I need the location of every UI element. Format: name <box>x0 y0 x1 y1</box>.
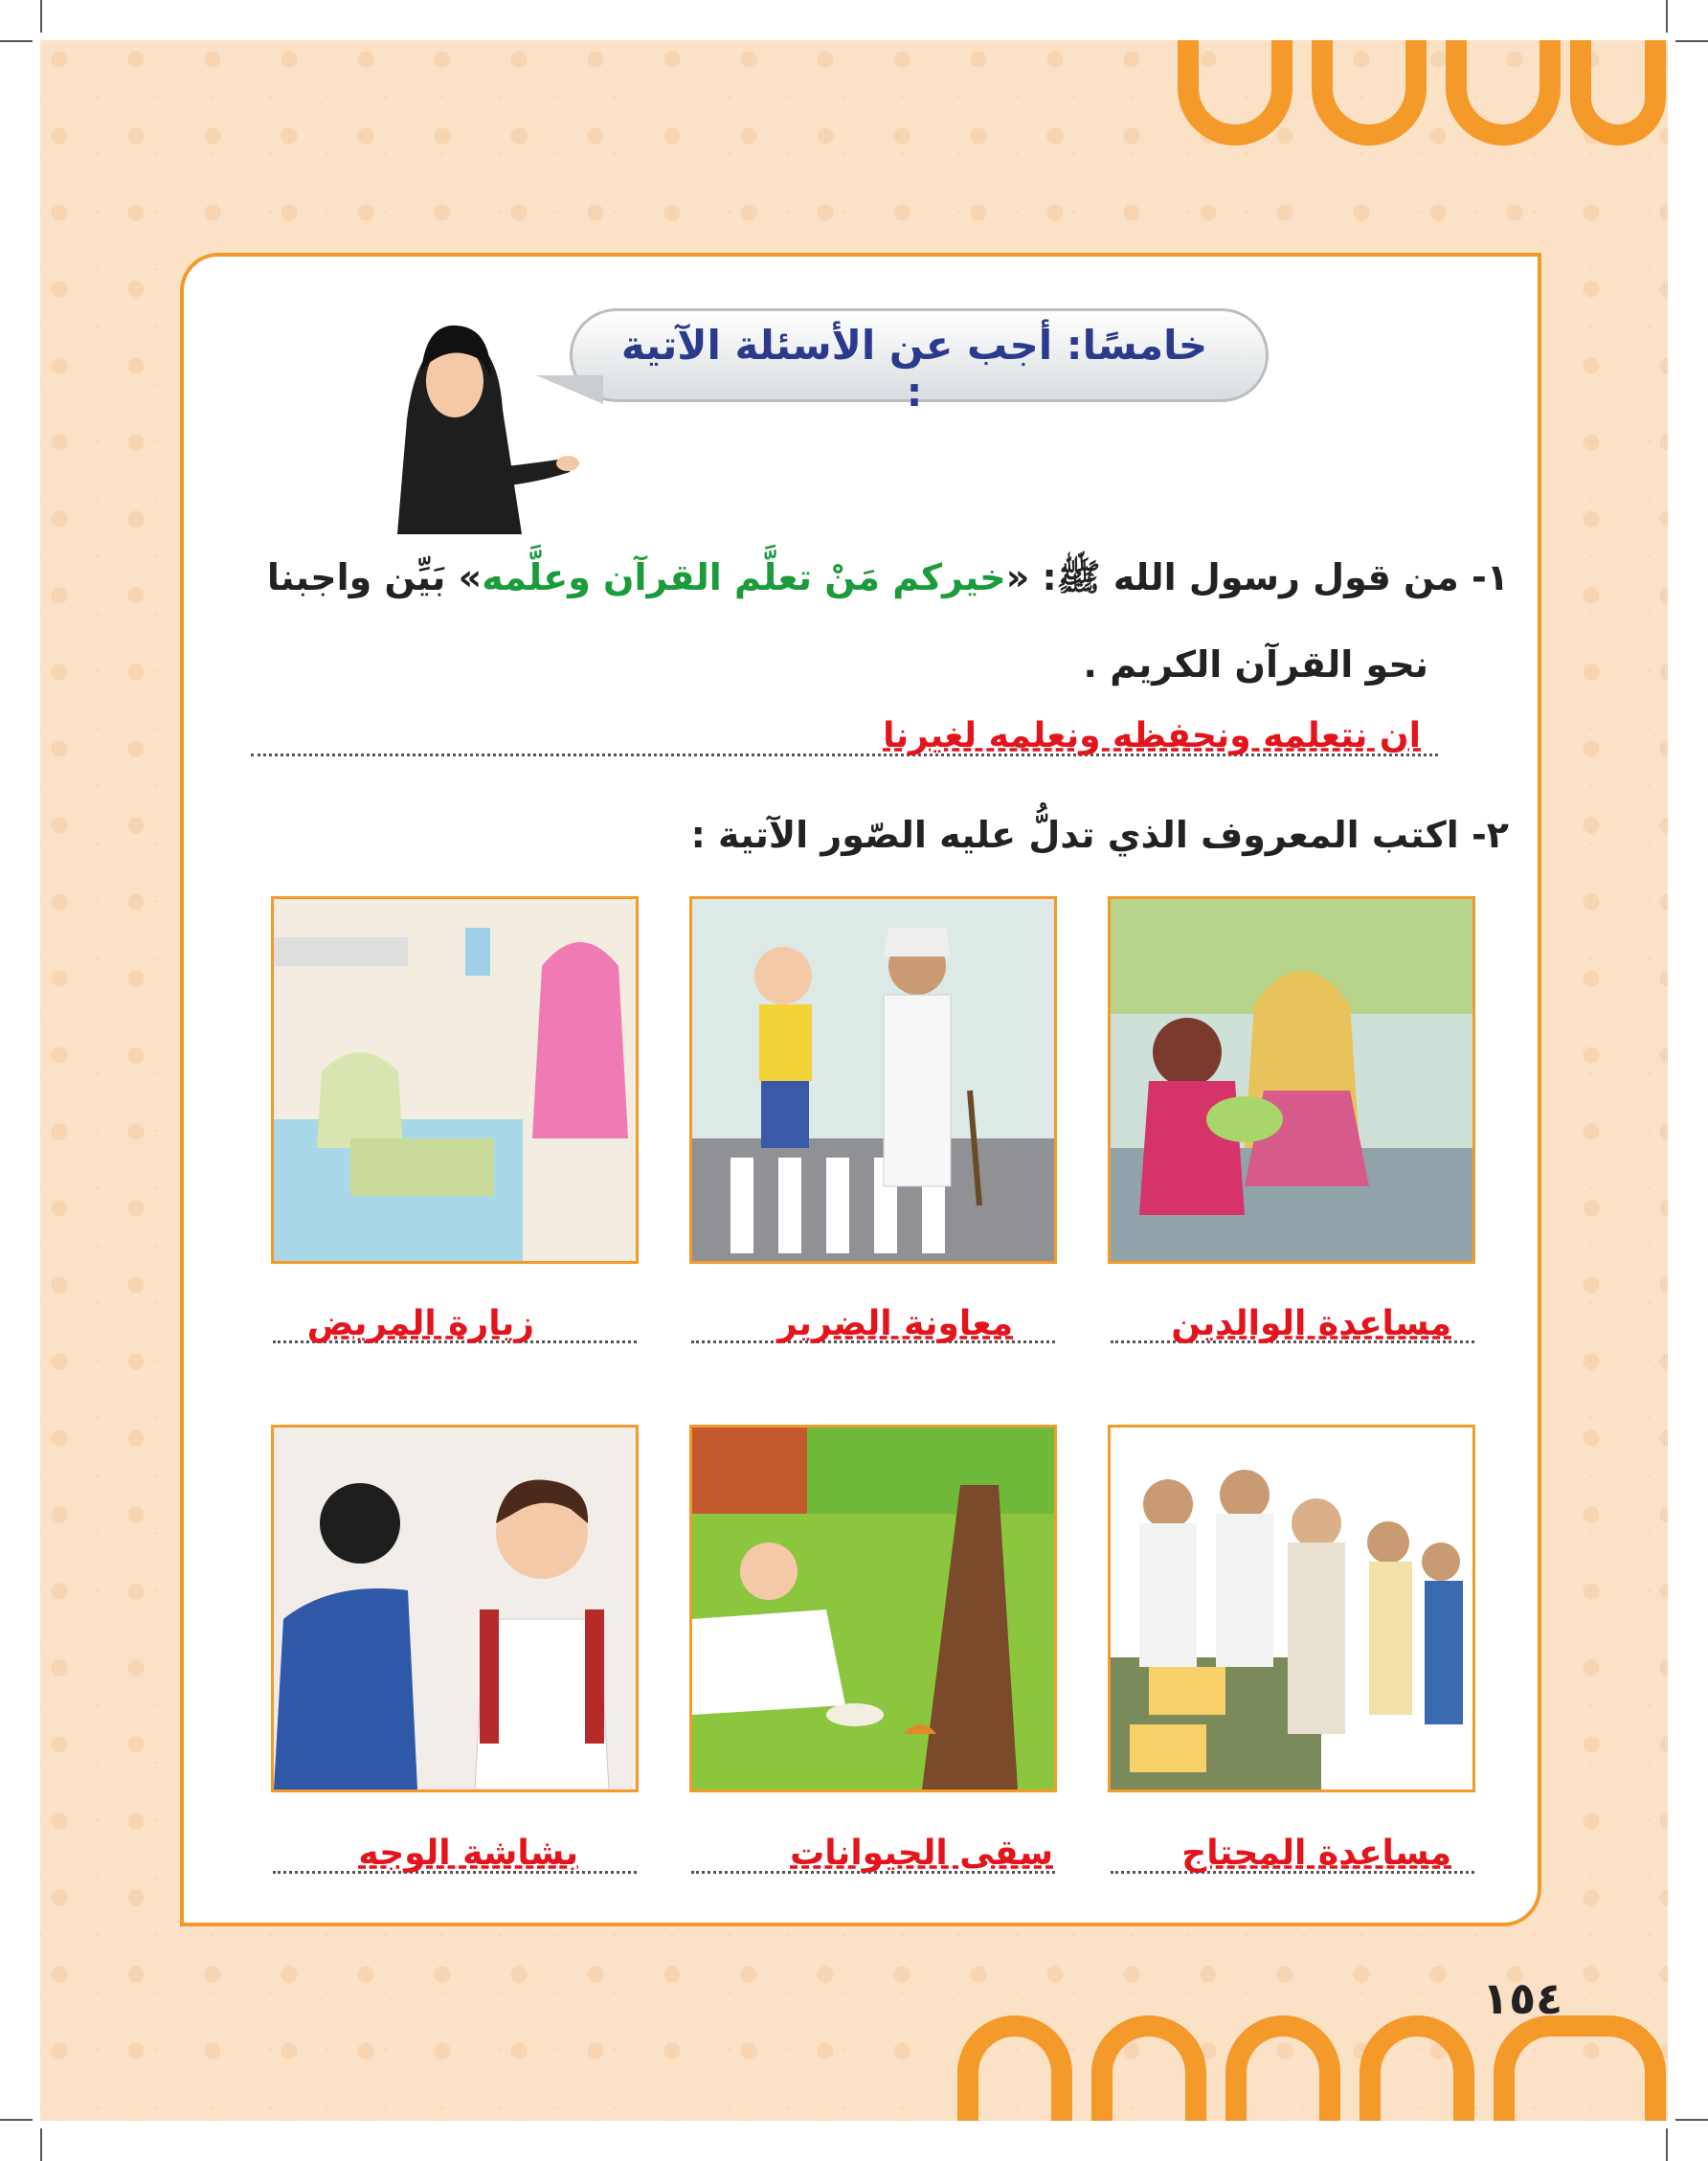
question-1-suffix: » بَيِّن واجبنا <box>266 556 483 598</box>
photo-helping-blind <box>689 896 1057 1264</box>
answer-row1-left: زيارة المريض <box>306 1304 534 1343</box>
decorative-arch <box>1494 2015 1666 2121</box>
crop-mark <box>1666 2128 1668 2161</box>
question-2-number: ٢- <box>1472 814 1509 856</box>
crop-mark <box>1666 0 1668 33</box>
photo-watering-animals <box>689 1425 1057 1792</box>
question-1-number: ١- <box>1472 556 1509 598</box>
decorative-arch <box>1360 2015 1474 2121</box>
page-number: ١٥٤ <box>1482 1972 1563 2024</box>
question-2 <box>691 814 1509 856</box>
hadith-text: خيركم مَنْ تعلَّم القرآن وعلَّمه <box>482 556 1006 598</box>
photo-helping-mother <box>1108 896 1475 1264</box>
bubble-tail <box>536 375 603 404</box>
crop-mark <box>40 2128 42 2161</box>
question-1 <box>267 555 1509 608</box>
crop-mark <box>1675 40 1708 42</box>
section-heading: خامسًا: أجب عن الأسئلة الآتية : <box>620 322 1208 416</box>
answer-1: ان نتعلمه ونحفظه ونعلمه لغيرنا <box>883 716 1421 755</box>
photo-helping-needy <box>1108 1425 1475 1792</box>
crop-mark <box>0 2119 33 2121</box>
answer-row1-middle: معاونة الضرير <box>776 1304 1013 1343</box>
answer-row2-left: بشاشة الوجه <box>358 1834 578 1873</box>
answer-row2-right: مساعدة المحتاج <box>1181 1834 1451 1873</box>
photo-cheerful-face <box>271 1425 639 1792</box>
photo-visiting-sick <box>271 896 639 1264</box>
question-2-text: اكتب المعروف الذي تدلُّ عليه الصّور الآتية : <box>690 814 1459 856</box>
question-1-line-2: نحو القرآن الكريم . <box>1083 643 1428 686</box>
decorative-arch <box>1225 2015 1340 2121</box>
decorative-arch <box>1570 40 1666 146</box>
decorative-arch <box>1091 2015 1206 2121</box>
answer-row1-right: مساعدة الوالدين <box>1171 1304 1451 1343</box>
answer-row2-middle: سقى الحيوانات <box>790 1834 1053 1873</box>
decorative-arch <box>957 2015 1072 2121</box>
crop-mark <box>40 0 42 33</box>
question-1-prefix: من قول رسول الله ﷺ: « <box>1005 556 1459 598</box>
crop-mark <box>0 40 33 42</box>
teacher-illustration <box>340 304 579 534</box>
crop-mark <box>1675 2119 1708 2121</box>
